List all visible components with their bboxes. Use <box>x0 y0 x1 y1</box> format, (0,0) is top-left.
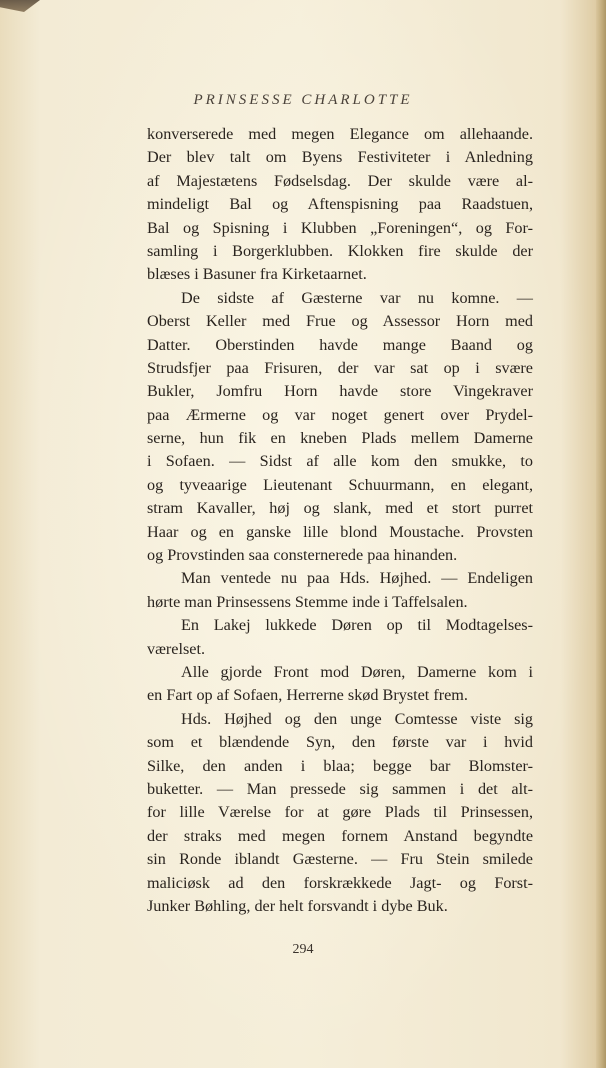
text-line: stram Kavaller, høj og slank, med et stort purret <box>147 499 533 518</box>
text-line: Man ventede nu paa Hds. Højhed. — Endeligen <box>181 569 533 588</box>
page-number: 294 <box>292 942 314 957</box>
page-corner-mark <box>0 0 40 12</box>
text-line: Junker Bøhling, der helt forsvandt i dybe Buk. <box>147 896 448 915</box>
body-text <box>147 123 533 918</box>
text-line: sin Ronde iblandt Gæsterne. — Fru Stein smilede <box>147 850 533 869</box>
text-line: af Majestætens Fødselsdag. Der skulde være al- <box>147 171 533 190</box>
running-head: PRINSESSE CHARLOTTE <box>193 92 413 108</box>
text-line: der straks med megen fornem Anstand begyndte <box>147 826 533 845</box>
text-line: paa Ærmerne og var noget genert over Prydel- <box>147 405 533 424</box>
text-line: og Provstinden saa consternerede paa hinanden. <box>147 546 458 565</box>
page-edge <box>596 0 606 1068</box>
text-line: Silke, den anden i blaa; begge bar Blomster- <box>147 756 533 775</box>
text-line: Bukler, Jomfru Horn havde store Vingekraver <box>147 382 533 401</box>
text-line: for lille Værelse for at gøre Plads til Prinsessen, <box>147 803 533 822</box>
text-line: Bal og Spisning i Klubben „Foreningen“, og For- <box>147 218 533 237</box>
text-line: i Sofaen. — Sidst af alle kom den smukke, to <box>147 452 533 471</box>
text-line: samling i Borgerklubben. Klokken fire skulde der <box>147 241 533 260</box>
text-line: blæses i Basuner fra Kirketaarnet. <box>147 265 367 284</box>
text-line: Oberst Keller med Frue og Assessor Horn med <box>147 312 533 331</box>
text-line: værelset. <box>147 639 205 658</box>
text-line: og tyveaarige Lieutenant Schuurmann, en elegant, <box>147 475 533 494</box>
text-line: hørte man Prinsessens Stemme inde i Taffelsalen. <box>147 592 468 611</box>
text-line: Der blev talt om Byens Festiviteter i Anledning <box>147 148 533 167</box>
text-line: serne, hun fik en kneben Plads mellem Damerne <box>147 429 533 448</box>
text-line: Alle gjorde Front mod Døren, Damerne kom i <box>181 662 533 681</box>
text-line: mindeligt Bal og Aftenspisning paa Raadstuen, <box>147 195 533 214</box>
text-line: Strudsfjer paa Frisuren, der var sat op i svære <box>147 358 533 377</box>
text-line: som et blændende Syn, den første var i hvid <box>147 733 533 752</box>
text-line: Datter. Oberstinden havde mange Baand og <box>147 335 533 354</box>
text-line: konverserede med megen Elegance om allehaande. <box>147 125 533 143</box>
text-line: De sidste af Gæsterne var nu komne. — <box>181 288 533 307</box>
text-line: Haar og en ganske lille blond Moustache. Provsten <box>147 522 533 541</box>
text-line: en Fart op af Sofaen, Herrerne skød Brystet frem. <box>147 686 468 705</box>
text-line: buketter. — Man pressede sig sammen i det alt- <box>147 779 533 798</box>
text-line: En Lakej lukkede Døren op til Modtagelses- <box>181 616 533 635</box>
text-line: Hds. Højhed og den unge Comtesse viste sig <box>181 709 533 728</box>
text-line: maliciøsk ad den forskrækkede Jagt- og Forst- <box>147 873 533 892</box>
